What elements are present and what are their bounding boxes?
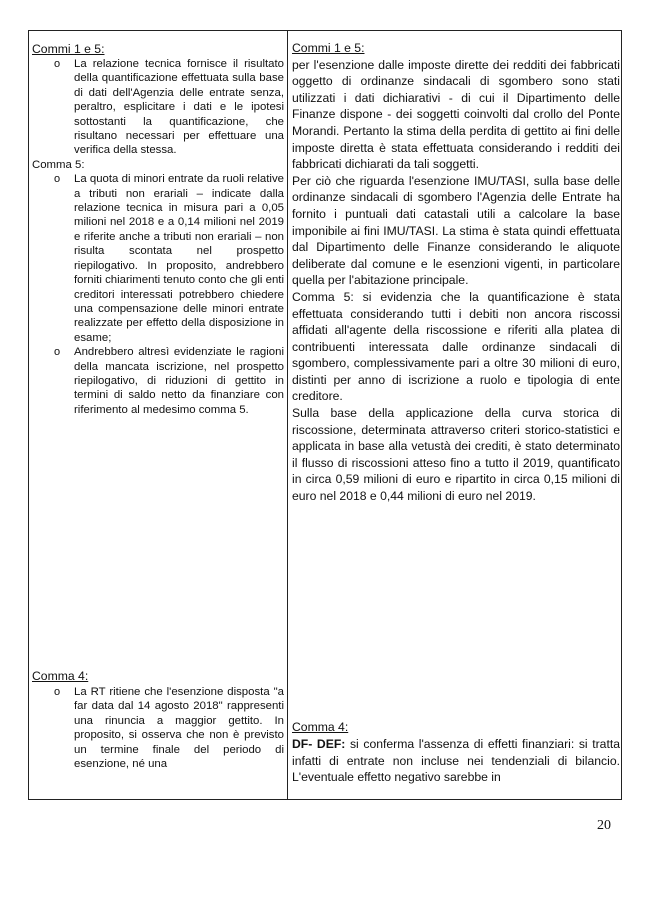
df-def-label: DF- DEF:	[292, 737, 346, 751]
page-number: 20	[597, 818, 611, 833]
list-item: o Andrebbero altresì evidenziate le ragioni della mancata iscrizione, nel prospetto riepilogativo, di riduzioni di gettito in termini di saldo netto da finanziare con riferimento al medesimo comma 5.	[32, 345, 284, 417]
right-column	[292, 31, 620, 799]
right-comma4-heading: Comma 4:	[292, 720, 349, 734]
paragraph: Comma 5: si evidenzia che la quantificazione è stata effettuata considerando tutti i debiti non ancora riscossi affidati all'agente della riscossione e riferiti alla platea di contribuenti interessata dalle ordinanze sindacali di sgombero, complessivamente pari a oltre 30 milioni di euro, distinti per anno di iscrizione a ruolo e tipologia di ente creditore.	[292, 289, 620, 404]
list-item: o La relazione tecnica fornisce il risultato della quantificazione effettuata sulla base di dati dell'Agenzia delle entrate senza, peraltro, esplicitare i dati e le ipotesi sottostanti la quantificazione, che risultano necessari per effettuare una verifica della stessa.	[32, 57, 284, 158]
column-divider	[287, 31, 288, 799]
left-column	[32, 31, 284, 799]
left-commi-heading: Commi 1 e 5:	[32, 42, 105, 56]
paragraph: Sulla base della applicazione della curva storica di riscossione, determinata attraverso criteri storico-statistici e applicata in base alla vetustà dei crediti, è stato determinato il flusso di riscossioni atteso fino a tutto il 2019, quantificato in circa 0,59 milioni di euro e ripartito in circa 0,15 milioni di euro nel 2018 e 0,44 milioni di euro nel 2019.	[292, 406, 620, 504]
left-comma5-list	[32, 172, 284, 417]
right-commi-heading: Commi 1 e 5:	[292, 41, 365, 55]
left-comma4-heading: Comma 4:	[32, 669, 89, 683]
paragraph: Per ciò che riguarda l'esenzione IMU/TASI, sulla base delle ordinanze sindacali di sgombero l'Agenzia delle Entrate ha fornito i puntuali dati catastali utili a calcolare la base imponibile ai fini IMU/TASI. La stima è stata quindi effettuata dal Dipartimento delle Finanze considerando le aliquote deliberate dal comune e le esenzioni vigenti, in particolare quella per l'abitazione principale.	[292, 173, 620, 288]
right-comma4-paragraph	[292, 736, 620, 786]
comparison-table	[28, 30, 622, 800]
paragraph: per l'esenzione dalle imposte dirette dei redditi dei fabbricati oggetto di ordinanze sindacali di sgombero sono stati utilizzati i dati dichiarativi - di cui il Dipartimento delle Finanze dispone - dei soggetti coinvolti dal crollo del Ponte Morandi. Pertanto la stima della perdita di gettito ai fini delle imposte diretta è stata effettuata considerando i redditi dei fabbricati dichiarati da tali soggetti.	[292, 57, 620, 172]
left-commi-list	[32, 57, 284, 158]
left-comma4-list	[32, 685, 284, 771]
right-comma4-text: si conferma l'assenza di effetti finanziari: si tratta infatti di entrate non incluse nei tendenziali di bilancio. L'eventuale effetto negativo sarebbe in	[292, 737, 620, 785]
list-item: o La RT ritiene che l'esenzione disposta "a far data dal 14 agosto 2018" rappresenti una rinuncia a maggior gettito. In proposito, si osserva che non è previsto un termine finale del periodo di esenzione, né una	[32, 685, 284, 771]
left-comma5-heading: Comma 5:	[32, 158, 85, 171]
list-item: o La quota di minori entrate da ruoli relative a tributi non erariali – indicate dalla relazione tecnica in misura pari a 0,05 milioni nel 2018 e a 0,14 milioni nel 2019 e riferite anche a tributi non erariali – non risulta scontata nel prospetto riepilogativo. In proposito, andrebbero forniti chiarimenti tenuto conto che gli enti creditori interessati potrebbero chiedere una compensazione delle minori entrate realizzate per effetto della disposizione in esame;	[32, 172, 284, 345]
